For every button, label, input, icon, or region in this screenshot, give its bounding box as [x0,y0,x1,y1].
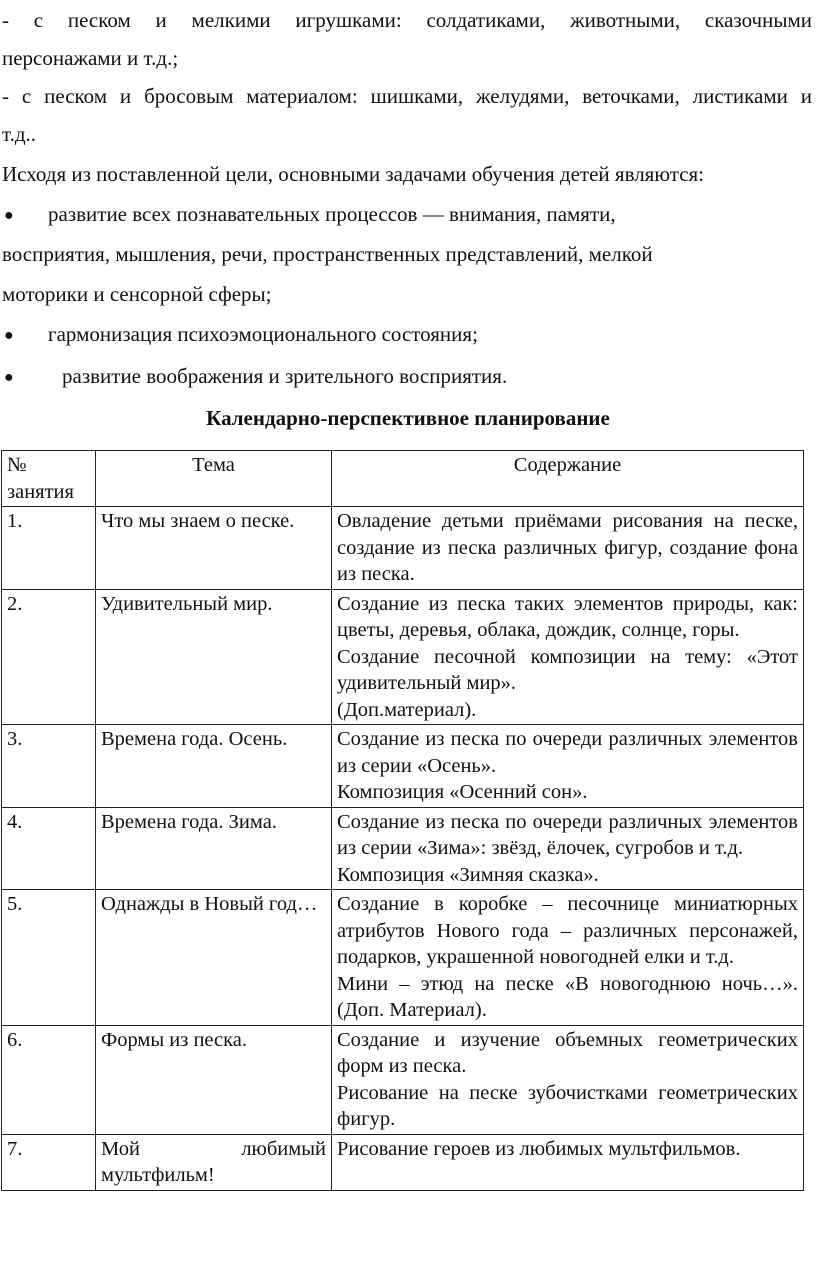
paragraph-tasks-intro: Исходя из поставленной цели, основными задачами обучения детей являются: [2,162,705,186]
lesson-content [332,890,804,1026]
content-paragraph: Композиция «Осенний сон». [337,781,588,803]
bullet-icon: ● [4,369,14,386]
bullet-item: развитие воображения и зрительного восприятия. [62,364,508,388]
lesson-content [332,589,804,725]
section-heading: Календарно-перспективное планирование [206,406,610,430]
bullet-item-line: восприятия, мышления, речи, пространственных представлений, мелкой [2,242,653,266]
content-paragraph: (Доп.материал). [337,698,477,721]
lesson-topic: Однажды в Новый год… [96,890,332,1026]
content-paragraph: Рисование на песке зубочистками геометрических фигур. [337,1081,798,1130]
content-paragraph: Создание в коробке – песочнице миниатюрных атрибутов Нового года – различных персонажей, подарков, украшенной новогодней елки и т.д. [337,893,798,968]
lesson-content [332,807,804,890]
lesson-content [332,725,804,808]
lesson-topic: Времена года. Зима. [96,807,332,890]
content-paragraph: Овладение детьми приёмами рисования на песке, создание из песка различных фигур, создание фона из песка. [337,510,798,585]
content-paragraph: Создание и изучение объемных геометрических форм из песка. [337,1028,798,1077]
paragraph-line: т.д.. [2,122,37,146]
lesson-content [332,507,804,590]
content-paragraph: Мини – этюд на песке «В новогоднюю ночь…». (Доп. Материал). [337,972,798,1021]
paragraph-line: - с песком и мелкими игрушками: солдатиками, животными, сказочными [2,8,812,32]
lesson-number: 1. [2,507,96,590]
bullet-icon: ● [4,207,14,224]
table-row [2,890,804,1026]
lesson-topic: Что мы знаем о песке. [96,507,332,590]
table-row [2,725,804,808]
paragraph-line: - с песком и бросовым материалом: шишками, желудями, веточками, листиками и [2,84,812,108]
header-content: Содержание [332,451,804,507]
table-row [2,1025,804,1134]
paragraph-line: персонажами и т.д.; [2,46,179,70]
lesson-topic: Времена года. Осень. [96,725,332,808]
lesson-content [332,1134,804,1190]
table-row [2,507,804,590]
content-paragraph: Рисование героев из любимых мультфильмов. [337,1137,741,1160]
table-row [2,589,804,725]
content-paragraph: Композиция «Зимняя сказка». [337,863,599,886]
lesson-number: 5. [2,890,96,1026]
lesson-topic: Мой любимый мультфильм! [96,1134,332,1190]
table-row [2,807,804,890]
header-lesson-number: № занятия [2,451,96,507]
bullet-item-line: моторики и сенсорной сферы; [2,282,272,306]
table-header-row [2,451,804,507]
header-topic: Тема [96,451,332,507]
lesson-topic: Формы из песка. [96,1025,332,1134]
lesson-number: 7. [2,1134,96,1190]
content-paragraph: Создание из песка по очереди различных элементов из серии «Осень». [337,728,798,777]
lesson-content [332,1025,804,1134]
content-paragraph: Создание из песка по очереди различных элементов из серии «Зима»: звёзд, ёлочек, сугробов и т.д. [337,810,798,859]
lesson-topic: Удивительный мир. [96,589,332,725]
bullet-icon: ● [4,327,14,344]
lesson-number: 6. [2,1025,96,1134]
content-paragraph: Создание из песка таких элементов природы, как: цветы, деревья, облака, дождик, солнце, горы. [337,592,798,641]
lesson-number: 4. [2,807,96,890]
table-row [2,1134,804,1190]
lesson-number: 2. [2,589,96,725]
lesson-number: 3. [2,725,96,808]
planning-table [1,450,804,1191]
content-paragraph: Создание песочной композиции на тему: «Этот удивительный мир». [337,645,798,694]
bullet-item: гармонизация психоэмоционального состояния; [48,322,478,346]
bullet-item-line: развитие всех познавательных процессов — внимания, памяти, [48,202,616,226]
